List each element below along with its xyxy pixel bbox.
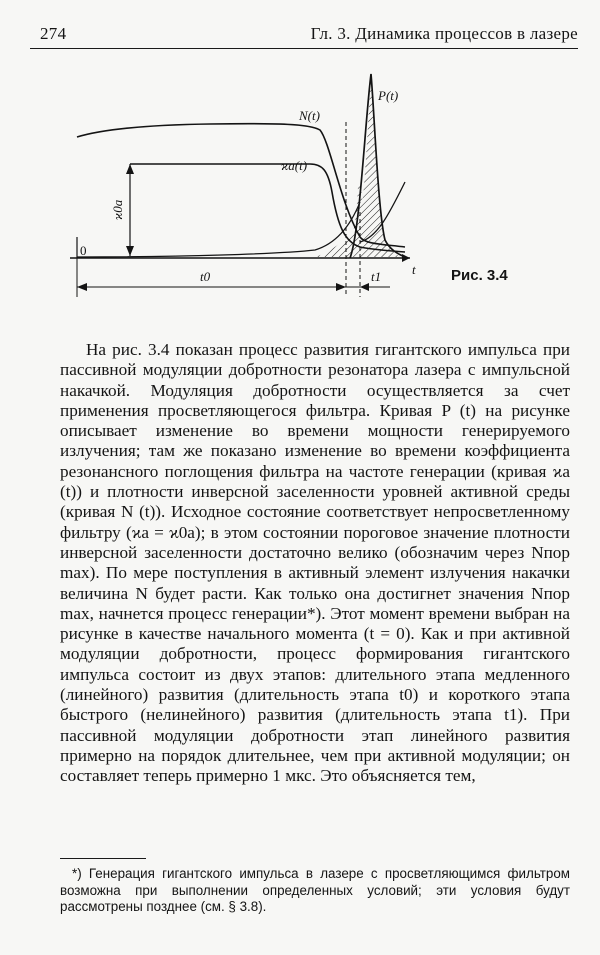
page-header [30, 22, 578, 49]
footnote-rule [60, 858, 146, 859]
kappa-0a-arrow-bottom [126, 246, 134, 256]
label-zero: 0 [80, 243, 87, 258]
label-kappa-0a: ϰ0a [110, 199, 125, 220]
label-t0: t0 [200, 269, 211, 284]
label-t-axis: t [412, 262, 416, 277]
label-n-t: N(t) [299, 108, 320, 123]
label-kappa-a-t: ϰa(t) [281, 158, 308, 173]
t0-arrow-left [77, 283, 87, 291]
kappa-0a-arrow-top [126, 164, 134, 174]
running-title: Гл. 3. Динамика процессов в лазере [310, 24, 578, 43]
t0-arrow-right [336, 283, 346, 291]
label-t1: t1 [371, 269, 382, 284]
figure-plot [60, 62, 440, 307]
figure-3-4 [60, 62, 440, 307]
figure-caption: Рис. 3.4 [451, 267, 508, 284]
page-number: 274 [40, 24, 67, 43]
t1-arrow-left [360, 283, 369, 291]
time-axis-arrow [402, 254, 410, 262]
body-paragraph: На рис. 3.4 показан процесс развития гигантского импульса при пассивной модуляции добротности резонатора лазера с импульсной накачкой. Модуляция добротности осуществляется за счет применения просветляющегося фильтра. Кривая P (t) на рисунке описывает изменение во времени мощности генерируемого излучения; там же показано изменение во времени коэффициента резонансного поглощения фильтра на частоте генерации (кривая ϰa (t)) и плотности инверсной заселенности уровней активной среды (кривая N (t)). Исходное состояние соответствует непросветленному фильтру (ϰa = ϰ0a); в этом состоянии пороговое значение плотности инверсной заселенности достаточно велико (обозначим через Nпор max). По мере поступления в активный элемент излучения накачки величина N будет расти. Как только она достигнет значения Nпор max, начнется процесс генерации*). Этот момент времени выбран на рисунке в качестве начального момента (t = 0). Как и при активной модуляции добротности, процесс формирования гигантского импульса состоит из двух этапов: длительного этапа медленного (линейного) развития (длительность этапа t0) и короткого этапа быстрого (нелинейного) развития (длительность этапа t1). При пассивной модуляции добротности этап линейного развития примерно на порядок длительнее, чем при активной модуляции; он составляет теперь примерно 1 мкс. Это объясняется тем, [60, 340, 570, 786]
footnote: *) Генерация гигантского импульса в лазере с просветляющимся фильтром возможна при выполнении определенных условий; эти условия будут рассмотрены позднее (см. § 3.8). [60, 866, 570, 914]
label-p-t: P(t) [378, 88, 399, 103]
